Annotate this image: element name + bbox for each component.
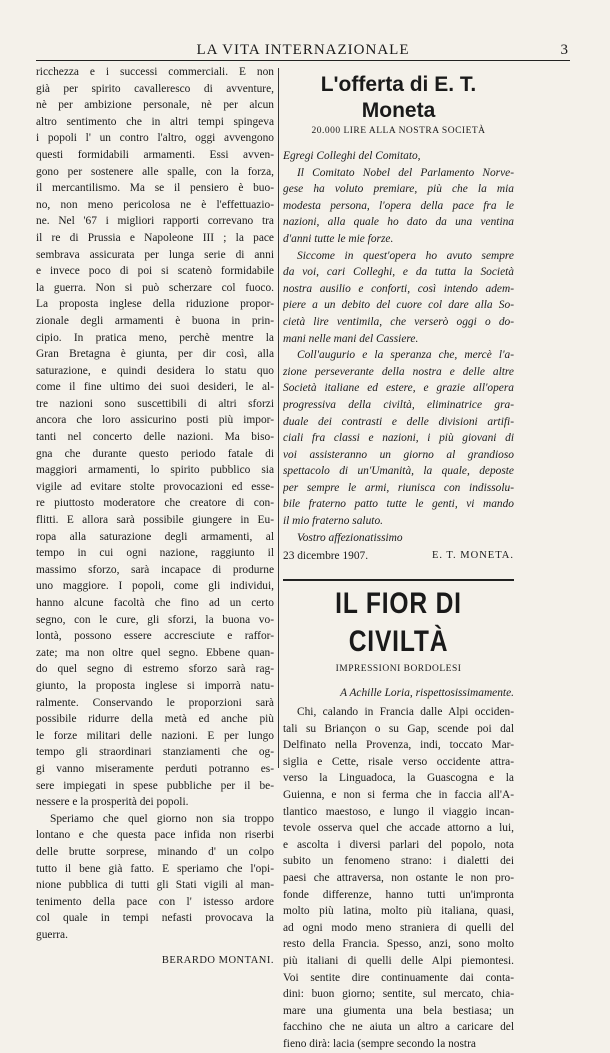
letter-opening: Egregi Colleghi del Comitato, — [283, 150, 421, 162]
text-line: Guienna, e non si ferma che in faccia all'A- — [283, 789, 514, 801]
right-column — [283, 64, 514, 1053]
text-line: giunto, la proposta inglese si imporrà natu- — [36, 679, 274, 692]
text-line: ropa alla saturazione degli armamenti, al — [36, 530, 274, 543]
page-number: 3 — [560, 42, 568, 58]
text-line: Gran Bretagna è giunta, per dir così, alla — [36, 348, 274, 361]
text-line: piere a un debito del cuore col dare alla So- — [283, 299, 514, 312]
text-line: ciali fra classi e nazioni, i più giovani di — [283, 432, 514, 445]
text-line: altro sentimento che in altri tempi spingeva — [36, 115, 274, 128]
text-line: fieno dirà: lacia (sempre secondo la nostra — [283, 1037, 476, 1050]
text-line: gna che durante questo periodo fatale di — [36, 447, 274, 460]
text-line: il re di Prussia e Napoleone III ; la pace — [36, 231, 274, 244]
text-line: il mio fraterno saluto. — [283, 515, 383, 528]
text-line: tempo gli straordinari stanziamenti che og- — [36, 746, 274, 759]
text-line: da voi, cari Colleghi, e da tutta la Società — [283, 266, 514, 279]
text-line: tutto il bene già fatto. E speriamo che l'opi- — [36, 862, 274, 875]
text-line: gese ha voluto premiare, più che la mia — [283, 183, 514, 196]
text-line: progressiva della civiltà, eliminatrice gra- — [283, 398, 514, 411]
text-line: uno maggiore. I popoli, come gli individui, — [36, 580, 274, 593]
text-line: Vostro affezionatissimo — [297, 531, 403, 544]
left-column — [36, 64, 274, 970]
fior-heading: IL FIOR DI CIVILTÀ — [335, 586, 462, 658]
text-line: tempo in cui ogni nazione, raggiunto il — [36, 547, 274, 560]
text-line: nessere e la prosperità dei popoli. — [36, 796, 189, 809]
text-line: tevole osserva quel che accade attorno a lui, — [283, 822, 514, 835]
text-line: no, non meno pericolosa ne è l'effettuazio- — [36, 198, 274, 211]
text-line: Delfinato nella Provenza, indi, toccato Mar- — [283, 739, 514, 752]
text-line: tanti nel concerto delle nazioni. Ma biso- — [36, 431, 274, 444]
text-line: siglia e Cette, risale verso occidente attra- — [283, 755, 514, 768]
text-line: lontà, possono essere accresciute e raffor- — [36, 630, 274, 643]
text-line: nè per ambizione personale, nè per alcun — [36, 99, 274, 112]
text-line: possibile ridurre della metà ed anche più — [36, 713, 274, 726]
text-line: modesta persona, l'opera della pace fra le — [283, 199, 514, 212]
text-line: lontano e che questa pace infida non riserbi — [36, 829, 274, 842]
text-line: gono per sostenere alle spalle, con la forza, — [36, 165, 274, 178]
text-line: saturazione, e quindi desidera lo statu quo — [36, 364, 274, 377]
text-line: i popoli l' un contro l'altro, oggi avvengono — [36, 132, 274, 145]
dedication: A Achille Loria, rispettosissimamente. — [340, 687, 514, 700]
text-line: zione perseverante della nostra e delle altre — [283, 365, 514, 378]
offer-subtitle: 20.000 LIRE ALLA NOSTRA SOCIETÀ — [311, 126, 486, 136]
text-line: subito un fenomeno strano: i dialetti dei — [283, 855, 514, 868]
text-line: sembrava assicurata per lunga serie di anni — [36, 248, 274, 261]
text-line: do quel segno di estremo sforzo sarà rag- — [36, 663, 274, 676]
text-line: tenimento della pace con l' istesso ardore — [36, 895, 274, 908]
text-line: dini: buon giorno; sentite, sul mercato, chia- — [283, 988, 514, 1001]
text-line: segno, con le cure, gli sforzi, la buona vo- — [36, 613, 274, 626]
article-signature: BERARDO MONTANI. — [161, 955, 274, 967]
text-line: come il fine ultimo dei suoi desideri, le al- — [36, 381, 274, 394]
text-line: la guerra. Non si può scherzare col fuoco. — [36, 281, 274, 294]
text-line: cietà lire ventimila, che verserò oggi o do- — [283, 315, 514, 328]
text-line: fonde differenze, hanno tutti un'impronta — [283, 888, 514, 901]
text-line: più italiani di quelli delle Alpi piemontesi. — [283, 954, 514, 967]
text-line: ricchezza e i successi commerciali. E non — [36, 66, 274, 78]
journal-title: LA VITA INTERNAZIONALE — [196, 42, 410, 58]
text-line: nione pubblica di tutti gli Stati vigili al man- — [36, 879, 274, 892]
text-line: Coll'augurio e la speranza che, mercè l'a- — [297, 349, 514, 362]
text-line: tre nazioni sono suscettibili di altri sforzi — [36, 397, 274, 410]
text-line: tali su Briançon o su Gap, scende poi dal — [283, 722, 514, 735]
text-line: questi formidabili armamenti. Essi avven- — [36, 148, 274, 161]
text-line: Società italiane ed estere, e grazie all'opera — [283, 382, 514, 395]
letter-body — [283, 165, 514, 547]
text-line: ralmente. Conservando le proporzioni sarà — [36, 696, 274, 709]
text-line: gi vanno miseramente perduti potranno es- — [36, 762, 274, 775]
text-line: ancora che loro assicurino posti più impor- — [36, 414, 274, 427]
text-line: mare una giumenta una bela bestiasa; un — [283, 1004, 514, 1017]
column-rule — [278, 68, 279, 768]
letter-signature: E. T. MONETA. — [431, 550, 514, 562]
text-line: voi assisteranno un giorno al grandioso — [283, 448, 514, 461]
text-line: ne. Nel '67 i migliori rapporti correvano tra — [36, 215, 274, 228]
text-line: tlantico maestoso, e lungo il viaggio incan- — [283, 805, 514, 818]
text-line: per sempre le armi, riunisca con indissolu- — [283, 481, 514, 494]
text-line: resto della Francia. Spesso, anzi, sono molto — [283, 938, 514, 951]
text-line: e ascolta i diversi parlari del popolo, nota — [283, 838, 514, 851]
text-line: sere impiegati in spese pubbliche per il be- — [36, 779, 274, 792]
text-line: il mercantilismo. Ma se il pensiero è buo- — [36, 182, 274, 195]
text-line: maggiori armamenti, lo spirito pubblico sia — [36, 464, 274, 477]
text-line: delle brutte sorprese, minando d' un colpo — [36, 845, 274, 858]
text-line: Speriamo che quel giorno non sia troppo — [50, 812, 274, 825]
text-line: nazioni, alla quale ho dato da una ventina — [283, 216, 514, 229]
section-divider — [283, 579, 514, 581]
text-line: ad ogni modo meno straniera di quelli del — [283, 921, 514, 934]
text-line: La proposta inglese della riduzione propor- — [36, 298, 274, 311]
text-line: zionale degli armamenti è buona in prin- — [36, 314, 274, 327]
fior-article-text — [283, 704, 514, 1052]
text-line: facchino che ne aiuta un altro a caricare del — [283, 1021, 514, 1034]
text-line: già per spirito cavalleresco di avventure, — [36, 82, 274, 95]
text-line: Voi sentite dire continuamente dai conta- — [283, 971, 514, 984]
text-line: massimo sforzo, sarà incapace di produrne — [36, 563, 274, 576]
text-line: spettacolo di un'Umanità, la quale, deposte — [283, 465, 514, 478]
text-line: molto più latina, molto più italiana, quasi, — [283, 905, 514, 918]
text-line: Il Comitato Nobel del Parlamento Norve- — [297, 166, 514, 179]
letter-closing — [283, 548, 514, 565]
text-line: verso la Linguadoca, la Guascogna e la — [283, 772, 514, 785]
text-line: hanno alcune facoltà che fino ad un certo — [36, 597, 274, 609]
text-line: mani nelle mani del Cassiere. — [283, 332, 419, 345]
text-line: paesi che attraversa, non ostante le non pro- — [283, 871, 514, 884]
text-line: vigile ad evitare stolte provocazioni ed esse- — [36, 480, 274, 493]
text-line: re piuttosto moderatore che creatore di con- — [36, 497, 274, 510]
text-line: guerra. — [36, 928, 68, 941]
letter-date: 23 dicembre 1907. — [283, 550, 369, 563]
text-line: Siccome in quest'opera ho avuto sempre — [297, 249, 514, 262]
text-line: duale dei contrasti e delle divisioni artifi- — [283, 415, 514, 428]
text-line: bile fraterno patto tutte le genti, vi mando — [283, 498, 514, 511]
fior-subtitle: IMPRESSIONI BORDOLESI — [335, 663, 462, 674]
text-line: e invece poco di poi si scatenò formidabile — [36, 265, 274, 278]
text-line: d'anni tutte le mie forze. — [283, 232, 394, 245]
text-line: col quale in tempi nefasti provocava la — [36, 912, 274, 925]
left-article-text — [36, 64, 274, 943]
text-line: le forze militari delle nazioni. E per lungo — [36, 729, 274, 742]
text-line: zate; ma non oltre quel segno. Ebbene quan- — [36, 646, 274, 659]
running-header — [36, 38, 570, 61]
text-line: nostra ausilio e conforti, così intendo adem- — [283, 282, 514, 295]
offer-heading: L'offerta di E. T. Moneta — [320, 73, 477, 122]
text-line: Chi, calando in Francia dalle Alpi occiden- — [297, 706, 514, 719]
text-line: cipio. In pratica meno, perchè mentre la — [36, 331, 274, 344]
text-line: flitti. E allora sarà possibile giungere in Eu- — [36, 514, 274, 527]
